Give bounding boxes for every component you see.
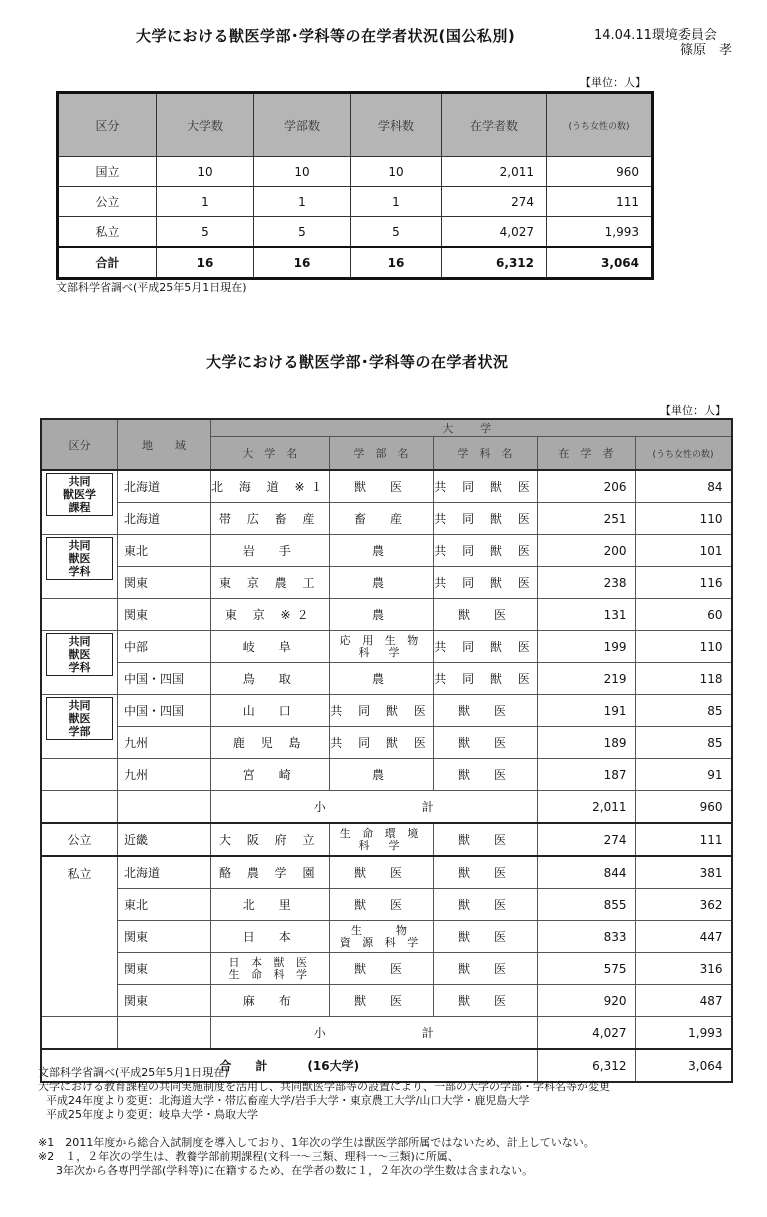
region-cell: 九州 [118, 727, 211, 759]
students-cell: 189 [537, 727, 635, 759]
subtotal-female: 960 [635, 791, 732, 824]
students-cell: 199 [537, 631, 635, 663]
subtotal-label-b: 計 [421, 800, 434, 814]
page-title-2: 大学における獣医学部･学科等の在学者状況 [206, 353, 509, 371]
female-cell: 85 [635, 695, 732, 727]
dept-cell: 獣 医 [433, 823, 537, 856]
col-header: 学部数 [254, 93, 351, 157]
univ-cell: 帯 広 畜 産 [211, 503, 330, 535]
students-cell: 200 [537, 535, 635, 567]
table-row [41, 856, 732, 889]
female-cell: 362 [635, 889, 732, 921]
region-cell: 関東 [118, 953, 211, 985]
female-cell: 110 [635, 503, 732, 535]
female-cell: 91 [635, 759, 732, 791]
date-committee: 14.04.11環境委員会 [594, 28, 717, 43]
cell: 10 [157, 157, 254, 187]
subtotal-row [41, 1017, 732, 1050]
students-cell: 238 [537, 567, 635, 599]
univ-cell: 鹿 児 島 [211, 727, 330, 759]
female-cell: 381 [635, 856, 732, 889]
unit-label-2: 【単位：人】 [660, 404, 726, 417]
faculty-cell: 農 [329, 567, 433, 599]
cell: 国立 [58, 157, 157, 187]
cell: 960 [547, 157, 653, 187]
cell: 3,064 [547, 247, 653, 279]
subtotal-label [211, 1017, 538, 1050]
cell: 5 [157, 217, 254, 248]
group-label: 共同 獣医 学科 [46, 633, 113, 676]
author: 篠原 孝 [680, 43, 733, 58]
group-label: 共同 獣医 学科 [46, 537, 113, 580]
cell: 111 [547, 187, 653, 217]
faculty-cell: 獣 医 [329, 470, 433, 503]
students-cell: 206 [537, 470, 635, 503]
students-cell: 191 [537, 695, 635, 727]
table-row [58, 157, 653, 187]
cell: 10 [351, 157, 442, 187]
cell: 5 [254, 217, 351, 248]
table-row [58, 217, 653, 248]
cell: 1 [254, 187, 351, 217]
univ-cell: 岩 手 [211, 535, 330, 567]
kubun-cell: 公立 [41, 823, 118, 856]
cell: 1 [351, 187, 442, 217]
source-note-1: 文部科学省調べ(平成25年5月1日現在) [56, 281, 247, 294]
region-cell: 東北 [118, 889, 211, 921]
table-row [41, 921, 732, 953]
unit-label-1: 【単位：人】 [580, 76, 646, 89]
subtotal-label-a: 小 [313, 1026, 326, 1040]
region-cell: 関東 [118, 921, 211, 953]
dept-cell: 獣 医 [433, 953, 537, 985]
students-cell: 219 [537, 663, 635, 695]
region-cell: 北海道 [118, 503, 211, 535]
region-cell: 関東 [118, 567, 211, 599]
summary-table [56, 91, 654, 280]
univ-cell: 宮 崎 [211, 759, 330, 791]
female-cell: 118 [635, 663, 732, 695]
group-cell [41, 535, 118, 599]
dept-cell: 獣 医 [433, 921, 537, 953]
subtotal-female: 1,993 [635, 1017, 732, 1050]
region-cell: 東北 [118, 535, 211, 567]
students-cell: 251 [537, 503, 635, 535]
univ-cell: 東 京 ※２ [211, 599, 330, 631]
univ-cell: 岐 阜 [211, 631, 330, 663]
cell: 1 [157, 187, 254, 217]
cell: 6,312 [442, 247, 547, 279]
col-header: 区分 [58, 93, 157, 157]
region-cell: 中国・四国 [118, 695, 211, 727]
faculty-cell: 農 [329, 759, 433, 791]
faculty-cell: 農 [329, 663, 433, 695]
dept-cell: 共 同 獣 医 [433, 535, 537, 567]
faculty-cell: 獣 医 [329, 985, 433, 1017]
female-cell: 85 [635, 727, 732, 759]
dept-cell: 獣 医 [433, 889, 537, 921]
univ-cell: 山 口 [211, 695, 330, 727]
cell: 合計 [58, 247, 157, 279]
empty-cell [118, 791, 211, 824]
footnote-note-1: ※1 2011年度から総合入試制度を導入しており、1年次の学生は獣医学部所属ではないため、計上していない。 [38, 1136, 595, 1149]
footnote-source: 文部科学省調べ(平成25年5月1日現在) [38, 1066, 229, 1079]
univ-cell: 東 京 農 工 [211, 567, 330, 599]
table-row-total [58, 247, 653, 279]
group-cell [41, 631, 118, 695]
table-row [41, 663, 732, 695]
total-label-a: 合 計 [219, 1059, 268, 1073]
female-cell: 110 [635, 631, 732, 663]
univ-cell: 麻 布 [211, 985, 330, 1017]
students-cell: 274 [537, 823, 635, 856]
region-cell: 関東 [118, 985, 211, 1017]
univ-cell: 酪 農 学 園 [211, 856, 330, 889]
region-cell: 北海道 [118, 856, 211, 889]
col-header: 大 学 名 [211, 437, 330, 471]
students-cell: 844 [537, 856, 635, 889]
dept-cell: 獣 医 [433, 985, 537, 1017]
region-cell: 近畿 [118, 823, 211, 856]
footnote-text: 平成25年度より変更：岐阜大学・鳥取大学 [46, 1108, 258, 1121]
subtotal-label [211, 791, 538, 824]
female-cell: 316 [635, 953, 732, 985]
dept-cell: 獣 医 [433, 856, 537, 889]
col-header: 区分 [41, 419, 118, 470]
female-cell: 84 [635, 470, 732, 503]
female-cell: 111 [635, 823, 732, 856]
footnote-note-2: ※2 １，２年次の学生は、教養学部前期課程(文科一～三類、理科一～三類)に所属、 [38, 1150, 459, 1163]
faculty-cell: 共 同 獣 医 [329, 727, 433, 759]
dept-cell: 共 同 獣 医 [433, 470, 537, 503]
cell: 16 [157, 247, 254, 279]
group-cell-empty [41, 599, 118, 631]
col-header: 学 部 名 [329, 437, 433, 471]
dept-cell: 共 同 獣 医 [433, 503, 537, 535]
footnotes [38, 1066, 610, 1178]
total-students: 6,312 [537, 1049, 635, 1082]
table-row [41, 503, 732, 535]
cell: 1,993 [547, 217, 653, 248]
cell: 16 [254, 247, 351, 279]
footnote-note-2-cont: 3年次から各専門学部(学科等)に在籍するため、在学者の数に１，２年次の学生数は含まれない。 [56, 1164, 534, 1177]
table-row [41, 695, 732, 727]
kubun-cell: 私立 [41, 856, 118, 1017]
cell: 274 [442, 187, 547, 217]
subtotal-row [41, 791, 732, 824]
students-cell: 855 [537, 889, 635, 921]
female-cell: 487 [635, 985, 732, 1017]
table-row [41, 599, 732, 631]
empty-cell [118, 1017, 211, 1050]
faculty-cell: 獣 医 [329, 889, 433, 921]
subtotal-students: 4,027 [537, 1017, 635, 1050]
group-label: 共同 獣医 学部 [46, 697, 113, 740]
dept-cell: 獣 医 [433, 759, 537, 791]
female-cell: 60 [635, 599, 732, 631]
univ-cell: 鳥 取 [211, 663, 330, 695]
table-row [41, 631, 732, 663]
faculty-cell: 農 [329, 535, 433, 567]
col-header: 地 域 [118, 419, 211, 470]
page-title-1: 大学における獣医学部･学科等の在学者状況(国公私別) [136, 27, 516, 45]
students-cell: 575 [537, 953, 635, 985]
cell: 私立 [58, 217, 157, 248]
col-header: 大学数 [157, 93, 254, 157]
region-cell: 関東 [118, 599, 211, 631]
region-cell: 中部 [118, 631, 211, 663]
region-cell: 北海道 [118, 470, 211, 503]
detail-table [40, 418, 733, 1083]
region-cell: 九州 [118, 759, 211, 791]
faculty-cell: 生 物 資 源 科 学 [329, 921, 433, 953]
col-header: 学科数 [351, 93, 442, 157]
table-row [41, 759, 732, 791]
region-cell: 中国・四国 [118, 663, 211, 695]
faculty-cell: 畜 産 [329, 503, 433, 535]
total-female: 3,064 [635, 1049, 732, 1082]
total-label-b: (16大学) [307, 1059, 360, 1073]
col-header: 在学者数 [442, 93, 547, 157]
faculty-cell: 応 用 生 物 科 学 [329, 631, 433, 663]
students-cell: 187 [537, 759, 635, 791]
female-cell: 101 [635, 535, 732, 567]
col-header: (うち女性の数) [547, 93, 653, 157]
group-label: 共同 獣医学 課程 [46, 473, 113, 516]
faculty-cell: 農 [329, 599, 433, 631]
dept-cell: 共 同 獣 医 [433, 631, 537, 663]
table-row [41, 823, 732, 856]
faculty-cell: 生 命 環 境 科 学 [329, 823, 433, 856]
group-cell [41, 695, 118, 759]
table-row [41, 889, 732, 921]
col-header-group: 大 学 [211, 419, 732, 437]
univ-cell: 大 阪 府 立 [211, 823, 330, 856]
subtotal-students: 2,011 [537, 791, 635, 824]
empty-cell [41, 791, 118, 824]
dept-cell: 共 同 獣 医 [433, 567, 537, 599]
univ-cell: 北 海 道 ※１ [211, 470, 330, 503]
dept-cell: 共 同 獣 医 [433, 663, 537, 695]
faculty-cell: 獣 医 [329, 953, 433, 985]
table-row [41, 985, 732, 1017]
students-cell: 920 [537, 985, 635, 1017]
dept-cell: 獣 医 [433, 599, 537, 631]
group-cell-empty [41, 759, 118, 791]
table-row [41, 727, 732, 759]
footnote-text: 平成24年度より変更：北海道大学・帯広畜産大学/岩手大学・東京農工大学/山口大学・鹿児島大学 [46, 1094, 530, 1107]
univ-cell: 北 里 [211, 889, 330, 921]
female-cell: 116 [635, 567, 732, 599]
univ-cell: 日 本 獣 医 生 命 科 学 [211, 953, 330, 985]
group-cell [41, 470, 118, 535]
table-row [41, 567, 732, 599]
subtotal-label-b: 計 [421, 1026, 434, 1040]
cell: 2,011 [442, 157, 547, 187]
univ-cell: 日 本 [211, 921, 330, 953]
students-cell: 833 [537, 921, 635, 953]
cell: 5 [351, 217, 442, 248]
cell: 16 [351, 247, 442, 279]
female-cell: 447 [635, 921, 732, 953]
cell: 4,027 [442, 217, 547, 248]
faculty-cell: 共 同 獣 医 [329, 695, 433, 727]
cell: 10 [254, 157, 351, 187]
footnote-text: 大学における教育課程の共同実施制度を活用し、共同獣医学部等の設置により、一部の大学の学部・学科名等が変更 [38, 1080, 610, 1093]
empty-cell [41, 1017, 118, 1050]
dept-cell: 獣 医 [433, 695, 537, 727]
table-row [58, 187, 653, 217]
table-row [41, 953, 732, 985]
table-row [41, 470, 732, 503]
col-header: 学 科 名 [433, 437, 537, 471]
table-row [41, 535, 732, 567]
cell: 公立 [58, 187, 157, 217]
subtotal-label-a: 小 [313, 800, 326, 814]
students-cell: 131 [537, 599, 635, 631]
col-header: (うち女性の数) [635, 437, 732, 471]
dept-cell: 獣 医 [433, 727, 537, 759]
faculty-cell: 獣 医 [329, 856, 433, 889]
col-header: 在 学 者 [537, 437, 635, 471]
